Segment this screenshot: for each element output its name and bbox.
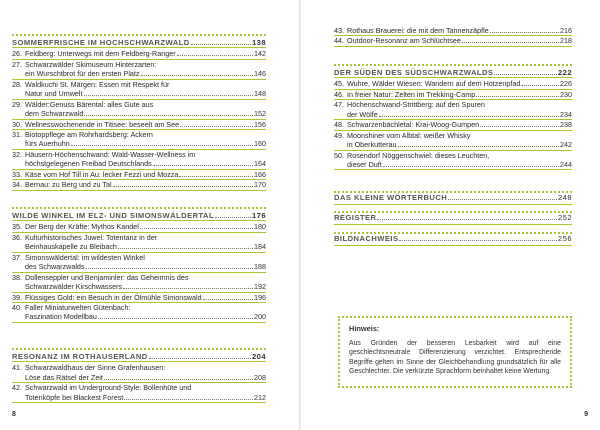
entry-page: 192 (254, 282, 266, 292)
dot-leader (118, 248, 253, 249)
entry-title: Schwarzwald im Underground-Style: Bollenhüte und (25, 383, 192, 393)
entry-title: Löse das Rätsel der Zeit (25, 372, 103, 382)
entry-title: Schwarzwälder Kirschwassers (25, 282, 123, 292)
dot-leader (476, 96, 559, 97)
extra-title: DAS KLEINE WÖRTERBUCH (334, 193, 448, 202)
extra-page: 256 (557, 234, 572, 243)
toc-extra (334, 232, 572, 246)
toc-section (12, 207, 266, 323)
entry-title: Schwarzwälder Skimuseum Hinterzarten: (25, 59, 157, 69)
entry-number: 42. (12, 383, 22, 393)
toc-entry (12, 233, 266, 253)
entry-title: des Schwarzwalds (25, 262, 85, 272)
toc-entry (334, 26, 572, 36)
toc-entry (12, 80, 266, 100)
extra-page: 252 (557, 213, 572, 222)
entry-number: 40. (12, 303, 22, 313)
toc-entry (12, 120, 266, 130)
extra-title: BILDNACHWEIS (334, 234, 399, 243)
dot-leader (462, 42, 559, 43)
entry-number: 28. (12, 79, 22, 89)
section-heading (12, 352, 266, 362)
entry-page: 166 (254, 169, 266, 179)
hint-box (338, 316, 572, 388)
entry-number: 31. (12, 130, 22, 140)
entry-page: 244 (560, 160, 572, 170)
section-heading (12, 211, 266, 221)
section-heading (12, 38, 266, 48)
entry-page: 208 (254, 372, 266, 382)
entry-title: Kulturhistorisches Juwel: Totentanz in der (25, 232, 158, 242)
section-page: 138 (251, 38, 266, 47)
toc-entry (12, 130, 266, 150)
dot-leader (124, 399, 253, 400)
entry-title: In freier Natur: Zelten im Trekking-Camp (347, 89, 476, 99)
entry-title: dieser Duft (347, 160, 382, 170)
dot-leader (521, 85, 559, 86)
entry-number: 33. (12, 169, 22, 179)
entry-title: Beinhauskapelle zu Bleibach (25, 242, 117, 252)
toc-entry (12, 273, 266, 293)
dot-leader (177, 55, 253, 56)
dot-leader (180, 126, 253, 127)
entry-page: 200 (254, 312, 266, 322)
entry-page: 218 (560, 36, 572, 46)
entry-title: Outdoor-Resonanz am Schlüchtsee (347, 36, 461, 46)
entry-title: Dollenseppler und Benjaminler: das Geheimnis des (25, 272, 189, 282)
entry-title: Rosendorf Nöggenschwiel: dieses Leuchten, (347, 150, 490, 160)
entry-page: 188 (254, 262, 266, 272)
hint-text: Aus Gründen der besseren Lesbarkeit wird auf eine geschlechtsneutrale Differenzierung verzichtet. Entsprechende Begriffe gelten im Sinne der Gleichbehandlung grundsätzlich für alle Geschlechter. Die verkürzte Sprachform beinhaltet keine Wertung. (349, 340, 561, 375)
entry-number: 37. (12, 252, 22, 262)
entry-number: 47. (334, 100, 344, 110)
dot-leader (84, 115, 253, 116)
entry-number: 35. (12, 222, 22, 232)
toc-entry (334, 100, 572, 120)
entry-number: 34. (12, 180, 22, 190)
entry-title: dem Schwarzwald (25, 109, 84, 119)
toc-section (334, 64, 572, 170)
toc-entry (12, 60, 266, 80)
dot-leader (191, 44, 251, 45)
entry-title: Wuhre, Wälder Wiesen: Wandern auf dem Hotzenpfad (347, 79, 521, 89)
dot-leader (480, 126, 559, 127)
section-page: 222 (557, 68, 572, 77)
entry-number: 45. (334, 79, 344, 89)
toc-entry (334, 151, 572, 171)
section-divider (12, 348, 266, 350)
entry-page: 152 (254, 109, 266, 119)
entry-number: 41. (12, 363, 22, 373)
dot-leader (140, 228, 253, 229)
dot-leader (377, 219, 557, 220)
dot-leader (153, 165, 253, 166)
dot-leader (71, 145, 253, 146)
section-page: 176 (251, 211, 266, 220)
extra-page: 248 (557, 193, 572, 202)
page-number-left: 8 (12, 411, 16, 418)
entry-page: 242 (560, 140, 572, 150)
entry-title: Schwarzwaldhaus der Sinne Grafenhausen: (25, 363, 166, 373)
toc-entry (12, 100, 266, 120)
entry-number: 36. (12, 232, 22, 242)
hint-title: Hinweis: (349, 324, 380, 333)
entry-number: 27. (12, 59, 22, 69)
toc-extra (334, 191, 572, 205)
toc-continued (334, 26, 572, 47)
entry-title: Schwarzenbächletal: Krai-Woog-Gumpen (347, 120, 480, 130)
dot-leader (179, 176, 253, 177)
toc-extra (334, 211, 572, 225)
entry-title: in Oberkutterau (347, 140, 397, 150)
entry-title: Simonswäldertal: im wildesten Winkel (25, 252, 145, 262)
entry-page: 216 (560, 26, 572, 35)
entry-page: 146 (254, 69, 266, 79)
entry-page: 230 (560, 89, 572, 99)
section-heading (334, 68, 572, 78)
toc-entry (334, 79, 572, 89)
dot-leader (123, 288, 253, 289)
entry-title: Häusern-Höchenschwand: Wald-Wasser-Wellness im (25, 149, 196, 159)
toc-entry (12, 180, 266, 190)
dot-leader (86, 268, 253, 269)
entry-title: Feldberg: Unterwegs mit dem Feldberg-Ranger (25, 49, 176, 59)
toc-section (12, 348, 266, 403)
entry-number: 50. (334, 150, 344, 160)
toc-entry (12, 293, 266, 303)
toc-entry (334, 90, 572, 100)
entry-number: 30. (12, 119, 22, 129)
section-page: 204 (251, 352, 266, 361)
entry-number: 26. (12, 49, 22, 59)
entry-page: 196 (254, 292, 266, 302)
entry-title: höchstgelegenen Freibad Deutschlands (25, 159, 152, 169)
dot-leader (113, 186, 253, 187)
toc-entry (12, 222, 266, 232)
entry-number: 39. (12, 292, 22, 302)
dot-leader (383, 166, 559, 167)
toc-entry (12, 253, 266, 273)
toc-entry (334, 131, 572, 151)
entry-number: 46. (334, 89, 344, 99)
dot-leader (448, 199, 557, 200)
entry-title: Wälder:Genuss Bärental: alles Gute aus (25, 99, 154, 109)
entry-title: Waldkuchi St. Märgen: Essen mit Respekt für (25, 79, 170, 89)
entry-title: Totenköpfe bei Blackest Forest (25, 392, 124, 402)
dot-leader (399, 240, 557, 241)
entry-page: 180 (254, 222, 266, 232)
toc-entry (334, 36, 572, 46)
entry-title: Faszination Modellbau (25, 312, 97, 322)
entry-title: Flüssiges Gold: ein Besuch in der Ölmühle Simonswald (25, 292, 202, 302)
entry-title: Natur und Umwelt (25, 89, 83, 99)
entry-title: Käse vom Hof Till in Au: lecker Fezzi und Mozza (25, 169, 179, 179)
toc-entry (12, 49, 266, 59)
toc-entry (12, 170, 266, 180)
toc-entry (12, 150, 266, 170)
section-title: WILDE WINKEL IM ELZ- UND SIMONSWÄLDERTAL (12, 211, 215, 220)
entry-title: Moonshiner vom Albtal: weißer Whisky (347, 130, 471, 140)
dot-leader (203, 299, 253, 300)
dot-leader (141, 75, 253, 76)
entry-title: Höchenschwand-Strittberg: auf den Spuren (347, 100, 485, 110)
entry-title: ein Wurschtbrot für den ersten Platz (25, 69, 140, 79)
extra-heading (334, 234, 572, 246)
entry-title: Wellnesswochenende in Titisee: beseelt am See (25, 119, 180, 129)
entry-number: 32. (12, 149, 22, 159)
entry-page: 156 (254, 119, 266, 129)
dot-leader (490, 32, 559, 33)
extra-heading (334, 193, 572, 205)
entry-page: 148 (254, 89, 266, 99)
entry-page: 238 (560, 120, 572, 130)
entry-page: 226 (560, 79, 572, 89)
page-number-right: 9 (584, 411, 588, 418)
section-divider (334, 64, 572, 66)
dot-leader (98, 318, 253, 319)
section-divider (12, 34, 266, 36)
entry-number: 49. (334, 130, 344, 140)
entry-title: Faller Miniaturwelten Gütenbach: (25, 303, 131, 313)
entry-title: Biotoppflege am Rohrhardsberg: Ackern (25, 130, 153, 140)
section-title: SOMMERFRISCHE IM HOCHSCHWARZWALD (12, 38, 190, 47)
entry-page: 164 (254, 159, 266, 169)
entry-title: fürs Auerhuhn (25, 139, 70, 149)
entry-number: 38. (12, 272, 22, 282)
entry-page: 184 (254, 242, 266, 252)
entry-title: Rothaus Brauerei: die mit dem Tannenzäpfle (347, 26, 489, 35)
entry-number: 43. (334, 26, 344, 35)
entry-number: 48. (334, 120, 344, 130)
extra-title: REGISTER (334, 213, 377, 222)
dot-leader (215, 217, 251, 218)
entry-title: Bernau: zu Berg und zu Tal (25, 180, 112, 190)
section-divider (12, 207, 266, 209)
dot-leader (494, 74, 557, 75)
entry-title: der Wölfe (347, 109, 378, 119)
entry-page: 142 (254, 49, 266, 59)
toc-entry (12, 303, 266, 323)
toc-entry (12, 383, 266, 403)
section-title: DER SÜDEN DES SÜDSCHWARZWALDS (334, 68, 494, 77)
dot-leader (398, 146, 559, 147)
dot-leader (379, 116, 559, 117)
entry-page: 234 (560, 109, 572, 119)
toc-entry (12, 363, 266, 383)
entry-number: 29. (12, 99, 22, 109)
entry-page: 160 (254, 139, 266, 149)
dot-leader (149, 358, 251, 359)
extra-heading (334, 213, 572, 225)
toc-entry (334, 120, 572, 130)
entry-page: 212 (254, 392, 266, 402)
section-title: RESONANZ IM ROTHAUSERLAND (12, 352, 148, 361)
entry-title: Der Berg der Kräfte: Mythos Kandel (25, 222, 139, 232)
dot-leader (104, 379, 253, 380)
dot-leader (84, 95, 253, 96)
toc-section (12, 34, 266, 191)
entry-number: 44. (334, 36, 344, 46)
entry-page: 170 (254, 180, 266, 190)
